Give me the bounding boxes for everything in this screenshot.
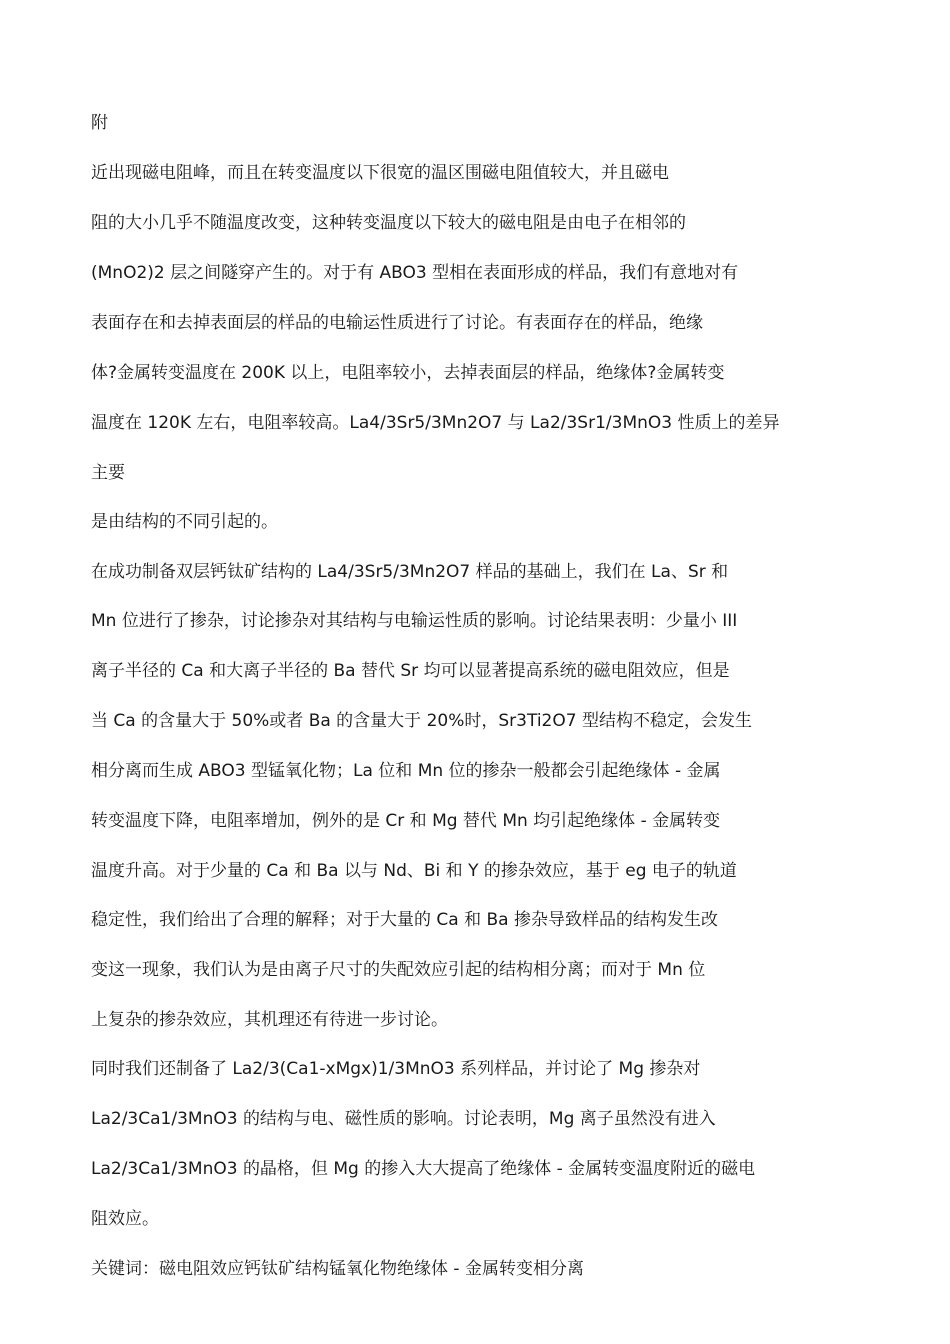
text-line: 阻效应。: [91, 1209, 159, 1229]
text-line: 转变温度下降，电阻率增加，例外的是 Cr 和 Mg 替代 Mn 均引起绝缘体 - 金属转变: [91, 811, 721, 831]
text-line: 相分离而生成 ABO3 型锰氧化物；La 位和 Mn 位的掺杂一般都会引起绝缘体 - 金属: [91, 761, 721, 781]
keywords-line: 关键词：磁电阻效应钙钛矿结构锰氧化物绝缘体 - 金属转变相分离: [91, 1259, 584, 1279]
text-line: 变这一现象，我们认为是由离子尺寸的失配效应引起的结构相分离；而对于 Mn 位: [91, 960, 706, 980]
text-line: 稳定性，我们给出了合理的解释；对于大量的 Ca 和 Ba 掺杂导致样品的结构发生改: [91, 910, 718, 930]
text-line: La2/3Ca1/3MnO3 的晶格，但 Mg 的掺入大大提高了绝缘体 - 金属转变温度附近的磁电: [91, 1159, 756, 1179]
text-line: 近出现磁电阻峰，而且在转变温度以下很宽的温区围磁电阻值较大，并且磁电: [91, 163, 669, 183]
text-line: 上复杂的掺杂效应，其机理还有待进一步讨论。: [91, 1010, 448, 1030]
text-line: (MnO2)2 层之间隧穿产生的。对于有 ABO3 型相在表面形成的样品，我们有意地对有: [91, 263, 739, 283]
text-line: 附: [91, 113, 108, 133]
text-line: 表面存在和去掉表面层的样品的电输运性质进行了讨论。有表面存在的样品，绝缘: [91, 313, 703, 333]
text-line: 温度升高。对于少量的 Ca 和 Ba 以与 Nd、Bi 和 Y 的掺杂效应，基于 eg 电子的轨道: [91, 861, 737, 881]
text-line: 同时我们还制备了 La2/3(Ca1-xMgx)1/3MnO3 系列样品，并讨论了 Mg 掺杂对: [91, 1059, 701, 1079]
text-line: 离子半径的 Ca 和大离子半径的 Ba 替代 Sr 均可以显著提高系统的磁电阻效应，但是: [91, 661, 730, 681]
text-line: 体?金属转变温度在 200K 以上，电阻率较小，去掉表面层的样品，绝缘体?金属转变: [91, 363, 725, 383]
text-line: 是由结构的不同引起的。: [91, 512, 278, 532]
text-line: La2/3Ca1/3MnO3 的结构与电、磁性质的影响。讨论表明，Mg 离子虽然没有进入: [91, 1109, 716, 1129]
text-line: Mn 位进行了掺杂，讨论掺杂对其结构与电输运性质的影响。讨论结果表明：少量小 III: [91, 611, 738, 631]
text-line: 温度在 120K 左右，电阻率较高。La4/3Sr5/3Mn2O7 与 La2/3Sr1/3MnO3 性质上的差异: [91, 413, 780, 433]
text-line: 在成功制备双层钙钛矿结构的 La4/3Sr5/3Mn2O7 样品的基础上，我们在 La、Sr 和: [91, 562, 729, 582]
text-line: 阻的大小几乎不随温度改变，这种转变温度以下较大的磁电阻是由电子在相邻的: [91, 213, 686, 233]
text-line: 主要: [91, 463, 125, 483]
text-line: 当 Ca 的含量大于 50%或者 Ba 的含量大于 20%时，Sr3Ti2O7 型结构不稳定，会发生: [91, 711, 752, 731]
